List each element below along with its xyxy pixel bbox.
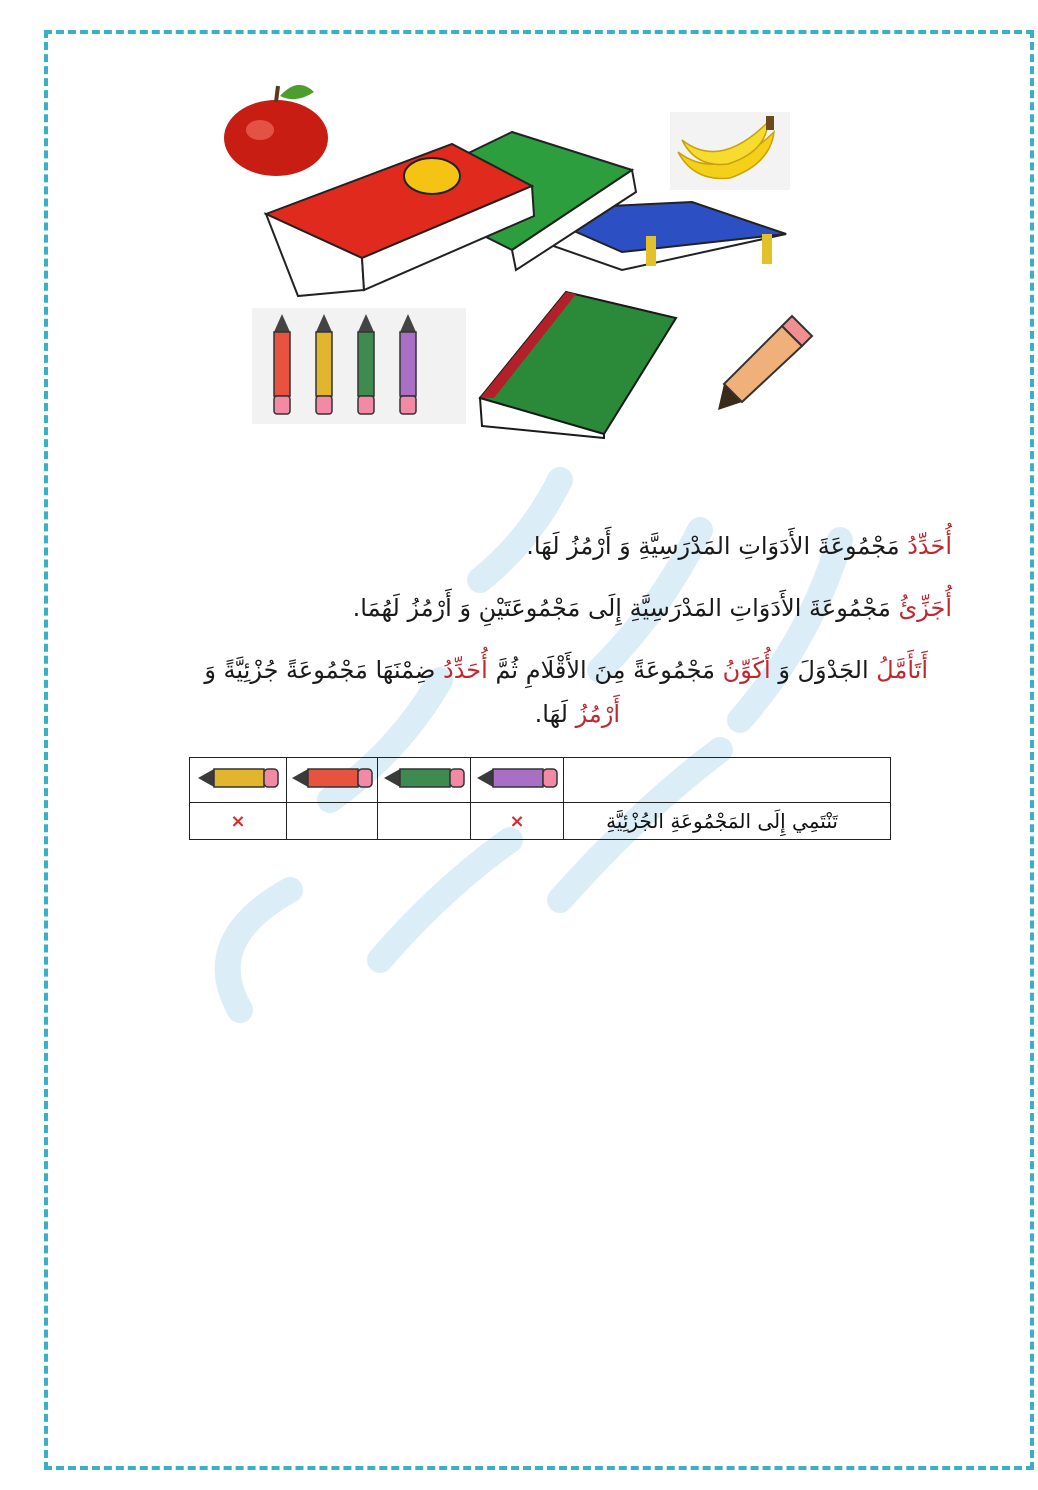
instruction-line-3 [204, 656, 928, 684]
instruction-text: مَجْمُوعَةَ الأَدَوَاتِ المَدْرَسِيَّةِ إِلَى مَجْمُوعَتَيْنِ وَ أَرْمُزُ لَهُمَا. [352, 594, 891, 622]
row-label: تَنْتَمِي إِلَى المَجْمُوعَةِ الجُزْئِيَّةِ [564, 803, 891, 840]
instruction-text: مَجْمُوعَةَ الأَدَوَاتِ المَدْرَسِيَّةِ وَ أَرْمُزُ لَهَا. [526, 532, 900, 560]
x-mark: × [230, 810, 246, 832]
instruction-line-1 [526, 532, 952, 560]
pencil-icon [684, 310, 830, 422]
x-mark: × [509, 810, 525, 832]
instruction-line-2 [353, 594, 952, 622]
green-pencil-icon [382, 765, 466, 791]
four-pencils-icon [252, 308, 466, 424]
books-stack-icon [262, 130, 792, 302]
purple-pencil-icon [475, 765, 559, 791]
watermark-graphic [180, 420, 880, 1060]
table-cell [287, 758, 378, 803]
subset-table [189, 757, 891, 840]
table-cell[interactable] [471, 803, 564, 840]
instruction-verb: أُحَدِّدُ [443, 656, 488, 684]
instruction-verb: أَرْمُزُ [575, 700, 620, 728]
instruction-verb: أُكَوِّنُ [722, 656, 771, 684]
instruction-verb: أَتَأَمَّلُ [876, 656, 928, 684]
red-pencil-icon [290, 765, 374, 791]
table-cell[interactable] [378, 803, 471, 840]
instruction-text: ضِمْنَهَا مَجْمُوعَةً جُزْئِيَّةً وَ [204, 656, 436, 684]
table-header-empty [564, 758, 891, 803]
instruction-text: مَجْمُوعَةً مِنَ الأَقْلَامِ ثُمَّ [495, 656, 715, 684]
instruction-verb: أُجَزِّئُ [898, 594, 952, 622]
green-book-icon [476, 290, 680, 440]
table-cell [190, 758, 287, 803]
table-cell [378, 758, 471, 803]
table-row [190, 758, 891, 803]
instruction-text: لَهَا. [534, 700, 568, 728]
table-cell[interactable] [190, 803, 287, 840]
table-row [190, 803, 891, 840]
yellow-pencil-icon [196, 765, 280, 791]
table-cell [471, 758, 564, 803]
instruction-text: الجَدْوَلَ وَ [778, 656, 869, 684]
instruction-verb: أُحَدِّدُ [907, 532, 952, 560]
table-cell[interactable] [287, 803, 378, 840]
instruction-line-4 [535, 700, 620, 728]
